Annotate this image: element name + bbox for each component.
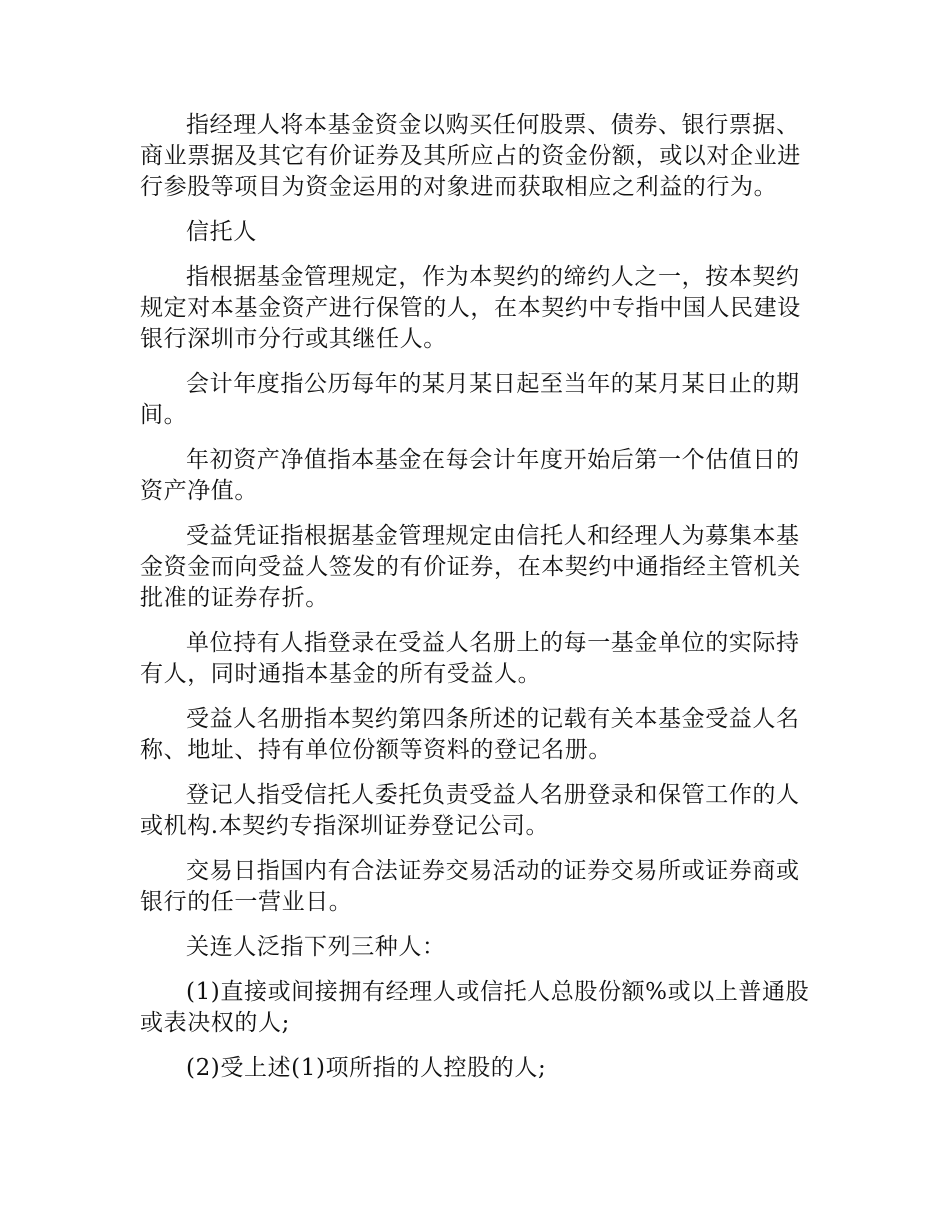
paragraph-beneficiary-certificate: 受益凭证指根据基金管理规定由信托人和经理人为募集本基金资金而向受益人签发的有价证券，在本契约中通指经主管机关批准的证券存折。 [140,523,801,611]
paragraph-connected-item-1: (1)直接或间接拥有经理人或信托人总股份额%或以上普通股或表决权的人; [140,979,810,1036]
paragraph-trustee-definition: 指根据基金管理规定，作为本契约的缔约人之一，按本契约规定对本基金资产进行保管的人，在本契约中专指中国人民建设银行深圳市分行或其继任人。 [140,264,801,352]
paragraph-connected-persons: 关连人泛指下列三种人： [186,934,446,960]
paragraph-investment-definition: 指经理人将本基金资金以购买任何股票、债券、银行票据、商业票据及其它有价证券及其所应占的资金份额，或以对企业进行参股等项目为资金运用的对象进而获取相应之利益的行为。 [140,112,801,200]
paragraph-beneficiary-register: 受益人名册指本契约第四条所述的记载有关本基金受益人名称、地址、持有单位份额等资料的登记名册。 [140,706,800,763]
paragraph-fiscal-year: 会计年度指公历每年的某月某日起至当年的某月某日止的期间。 [140,371,800,428]
paragraph-unit-holder: 单位持有人指登录在受益人名册上的每一基金单位的实际持有人，同时通指本基金的所有受益人。 [140,630,800,687]
paragraph-trustee-heading: 信托人 [186,219,257,245]
paragraph-opening-nav: 年初资产净值指本基金在每会计年度开始后第一个估值日的资产净值。 [140,447,800,504]
paragraph-trading-day: 交易日指国内有合法证券交易活动的证券交易所或证券商或银行的任一营业日。 [140,858,800,915]
document-page [140,110,820,1098]
paragraph-registrar: 登记人指受信托人委托负责受益人名册登录和保管工作的人或机构.本契约专指深圳证券登记公司。 [140,782,800,839]
paragraph-connected-item-2: (2)受上述(1)项所指的人控股的人; [186,1055,547,1081]
